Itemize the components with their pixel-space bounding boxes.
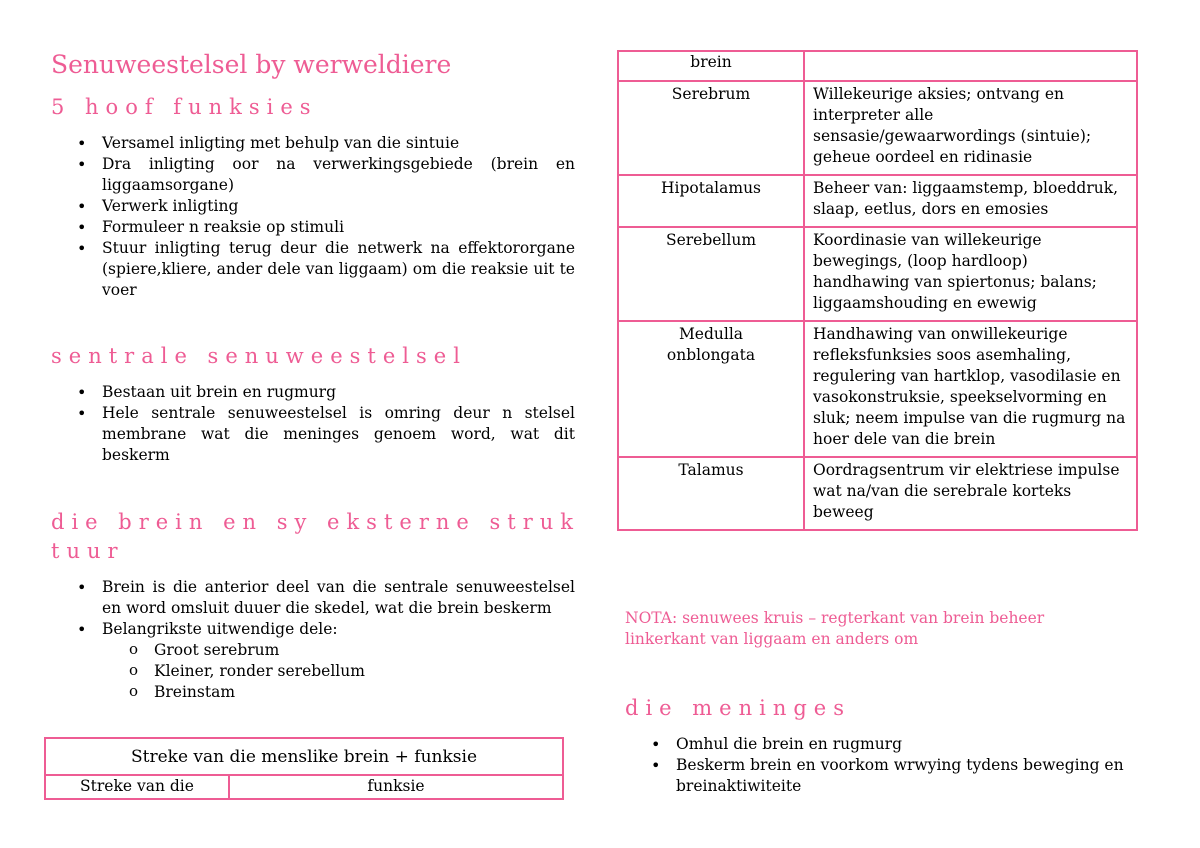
table-cell-region: Hipotalamus [618,175,804,227]
table-row [618,81,1137,175]
brein-table [617,50,1138,531]
funksies-list [51,133,575,301]
table-cell-function: Oordragsentrum vir elektriese impulse wat na/van die serebrale korteks beweeg [804,457,1137,530]
sub-list-item: o Kleiner, ronder serebellum [102,661,575,682]
sentrale-list [51,382,575,466]
list-item: • Omhul die brein en rugmurg [625,734,1150,755]
sub-list-item: o Breinstam [102,682,575,703]
table-cell-function: Handhawing van onwillekeurige refleksfunksies soos asemhaling, regulering van hartklop, vasodilasie en vasokonstruksie, speekselvorming en sluk; neem impulse van die rugmurg na hoer dele van die brein [804,321,1137,457]
table-row [618,321,1137,457]
heading-funksies: 5 hoof funksies [51,95,318,119]
heading-brein-line2: tuur [51,539,125,563]
table-row [618,457,1137,530]
list-item: • Beskerm brein en voorkom wrwying tydens beweging en breinaktiwiteite [625,755,1150,797]
list-item: • Formuleer n reaksie op stimuli [51,217,575,238]
streke-table-col2: funksie [229,775,563,799]
page-title: Senuweestelsel by werweldiere [51,50,452,79]
note-text: NOTA: senuwees kruis – regterkant van brein beheer linkerkant van liggaam en anders om [625,609,1045,648]
list-item: • Bestaan uit brein en rugmurg [51,382,575,403]
list-item: • Versamel inligting met behulp van die sintuie [51,133,575,154]
list-item [51,619,575,703]
meninges-list [625,734,1150,797]
streke-table-col1: Streke van die [45,775,229,799]
table-row [618,227,1137,321]
table-row [618,51,1137,81]
table-header-cell [804,51,1137,81]
table-cell-function: Beheer van: liggaamstemp, bloeddruk, slaap, eetlus, dors en emosies [804,175,1137,227]
sub-list [102,640,575,703]
table-cell-function: Willekeurige aksies; ontvang en interpreter alle sensasie/gewaarwordings (sintuie); geheue oordeel en ridinasie [804,81,1137,175]
heading-meninges: die meninges [625,696,852,720]
table-row [618,175,1137,227]
table-cell-region: Serebrum [618,81,804,175]
brein-list [51,577,575,703]
table-cell-function: Koordinasie van willekeurige bewegings, (loop hardloop) handhawing van spiertonus; balans; liggaamshouding en ewewig [804,227,1137,321]
list-item: • Stuur inligting terug deur die netwerk na effektororgane (spiere,kliere, ander dele van liggaam) om die reaksie uit te voer [51,238,575,301]
list-item-label: Belangrikste uitwendige dele: [102,620,338,638]
sub-list-item: o Groot serebrum [102,640,575,661]
table-cell-region: Medulla onblongata [618,321,804,457]
list-item: • Verwerk inligting [51,196,575,217]
table-cell-region: Talamus [618,457,804,530]
table-cell-region: Serebellum [618,227,804,321]
heading-sentrale: sentrale senuweestelsel [51,344,467,368]
streke-table-caption: Streke van die menslike brein + funksie [45,738,563,775]
list-item: • Brein is die anterior deel van die sentrale senuweestelsel en word omsluit duuer die skedel, wat die brein beskerm [51,577,575,619]
list-item: • Dra inligting oor na verwerkingsgebiede (brein en liggaamsorgane) [51,154,575,196]
table-header-cell: brein [618,51,804,81]
list-item: • Hele sentrale senuweestelsel is omring deur n stelsel membrane wat die meninges genoem word, wat dit beskerm [51,403,575,466]
heading-brein-line1: die brein en sy eksterne struk [51,510,580,534]
streke-table [44,737,564,800]
